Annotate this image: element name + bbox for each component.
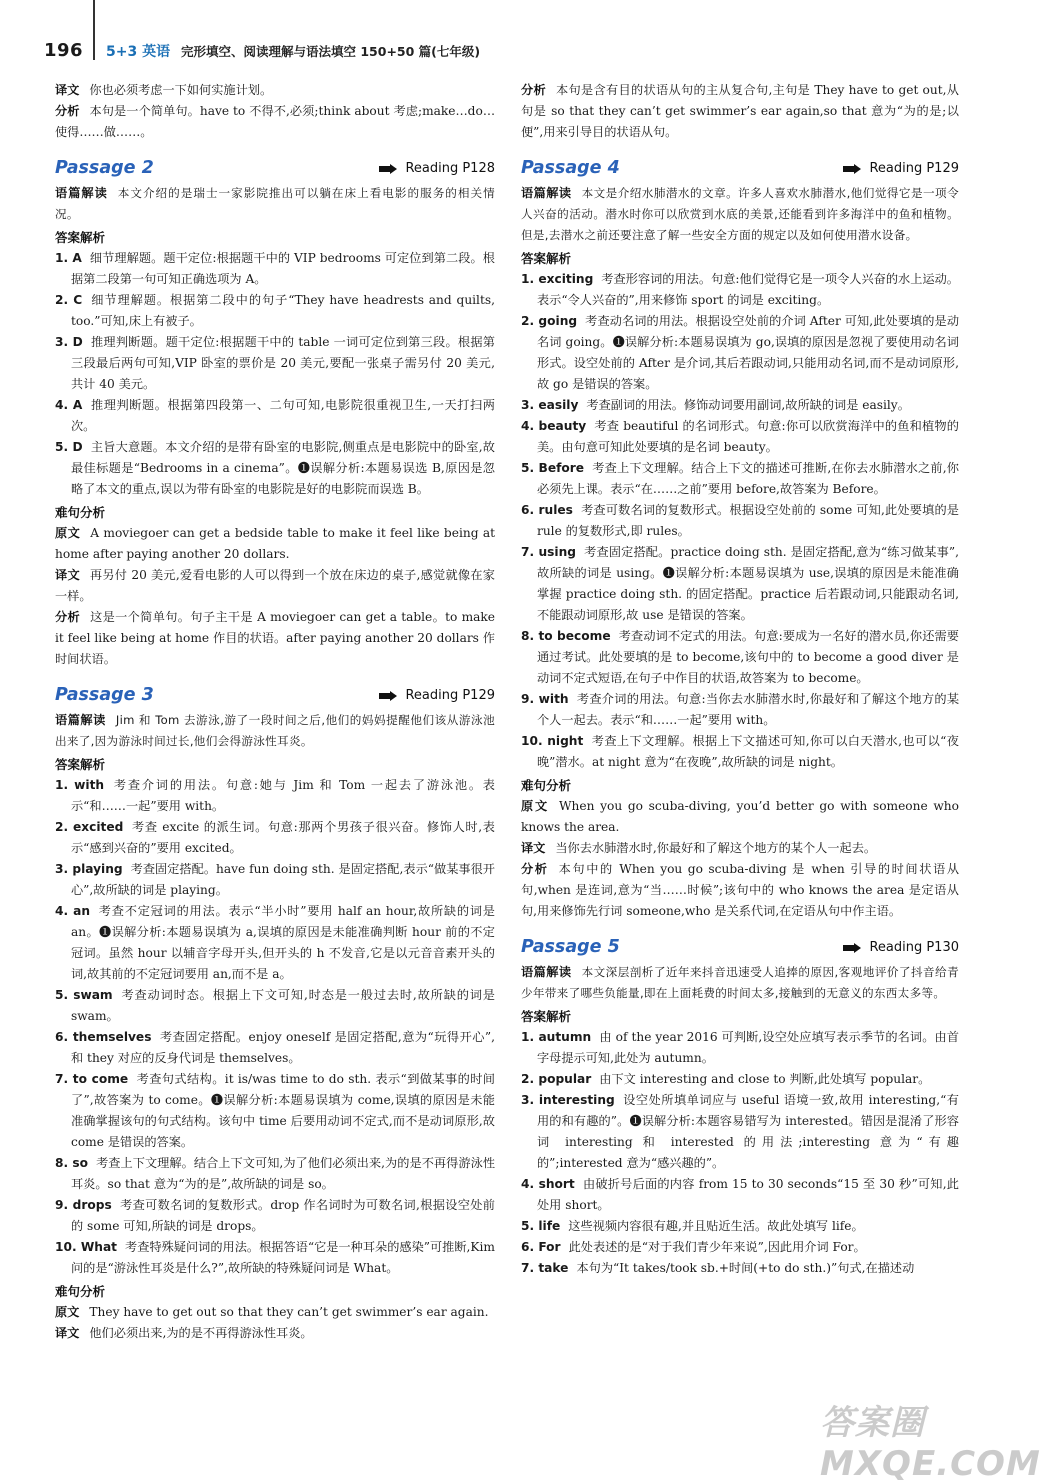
passage-title: Passage 2 xyxy=(55,158,154,178)
answer-item: 4. beauty 考查 beautiful 的名词形式。句意:你可以欣赏海洋中的鱼和植物的美。由句意可知此处要填的是名词 beauty。 xyxy=(521,419,959,454)
hand-pointer-icon xyxy=(842,942,862,954)
hand-pointer-icon xyxy=(378,163,398,175)
sentence-translation: 译文 他们必须出来,为的是不再得游泳性耳炎。 xyxy=(55,1326,313,1340)
passage-2-heading xyxy=(55,157,495,179)
answers-heading: 答案解析 xyxy=(521,251,572,266)
answer-item: 9. with 考查介词的用法。句意:当你去水肺潜水时,你最好和了解这个地方的某个人一起去。表示“和……一起”要用 with。 xyxy=(521,692,960,727)
sentence-translation: 译文 再另付 20 美元,爱看电影的人可以得到一个放在床边的桌子,感觉就像在家一样。 xyxy=(55,568,495,603)
answer-item: 6. rules 考查可数名词的复数形式。根据设空处前的 some 可知,此处要填的是 rule 的复数形式,即 rules。 xyxy=(521,503,959,538)
answer-item: 9. drops 考查可数名词的复数形式。drop 作名词时为可数名词,根据设空处前的 some 可知,所缺的词是 drops。 xyxy=(55,1198,495,1233)
reading-ref: Reading P128 xyxy=(378,158,495,179)
book-title: 完形填空、阅读理解与语法填空 150+50 篇(七年级) xyxy=(181,44,481,59)
passage-intro: 语篇解读 Jim 和 Tom 去游泳,游了一段时间之后,他们的妈妈提醒他们该从游泳池出来了,因为游泳时间过长,他们会得游泳性耳炎。 xyxy=(55,713,495,748)
sentence-analysis: 分析 这是一个简单句。句子主干是 A moviegoer can get a table。to make it feel like being at home 作目的状语。after paying another 20 dollars 作时间状语。 xyxy=(55,610,496,666)
answer-item: 1. autumn 由 of the year 2016 可判断,设空处应填写表示季节的名词。由首字母提示可知,此处为 autumn。 xyxy=(521,1030,959,1065)
answer-item: 1. with 考查介词的用法。句意:她与 Jim 和 Tom 一起去了游泳池。表示“和……一起”要用 with。 xyxy=(55,778,495,813)
answer-item: 6. themselves 考查固定搭配。enjoy oneself 是固定搭配,意为“玩得开心”,和 they 对应的反身代词是 themselves。 xyxy=(55,1030,496,1065)
page-header xyxy=(0,0,1000,60)
passage-title: Passage 3 xyxy=(55,685,154,705)
answer-item: 1. A 细节理解题。题干定位:根据题干中的 VIP bedrooms 可定位到第二段。根据第二段第一句可知正确选项为 A。 xyxy=(55,251,495,286)
answer-item: 2. excited 考查 excite 的派生词。句意:那两个男孩子很兴奋。修饰人时,表示“感到兴奋的”要用 excited。 xyxy=(55,820,495,855)
original-sentence: 原文 They have to get out so that they can’t get swimmer’s ear again. xyxy=(55,1305,489,1319)
hard-sentence-heading: 难句分析 xyxy=(55,505,106,520)
answer-item: 10. What 考查特殊疑问词的用法。根据答语“它是一种耳朵的感染”可推断,Kim 问的是“游泳性耳炎是什么?”,故所缺的特殊疑问词是 What。 xyxy=(55,1240,495,1275)
answer-list xyxy=(521,1027,959,1279)
original-sentence: 原文 A moviegoer can get a bedside table to make it feel like being at home after paying another 20 dollars. xyxy=(55,526,495,561)
hard-sentence-heading: 难句分析 xyxy=(55,1284,106,1299)
passage-4-heading xyxy=(521,157,959,179)
left-column xyxy=(55,80,495,1344)
reading-ref: Reading P129 xyxy=(842,158,959,179)
page-number: 196 xyxy=(44,40,84,61)
top-translation: 译文 你也必须考虑一下如何实施计划。 xyxy=(55,83,273,97)
answer-item: 2. popular 由下文 interesting and close to 判断,此处填写 popular。 xyxy=(521,1072,931,1086)
watermark: 答案圈 MXQE.COM xyxy=(820,1403,1041,1484)
sentence-analysis: 分析 本句中的 When you go scuba-diving 是 when 引导的时间状语从句,when 是连词,意为“当……时候”;该句中的 who knows the area 是定语从句,用来修饰先行词 someone,who 是关系代词,在定语从句中作主语。 xyxy=(521,862,960,918)
answer-item: 4. A 推理判断题。根据第四段第一、二句可知,电影院很重视卫生,一天打扫两次。 xyxy=(55,398,495,433)
answer-item: 6. For 此处表述的是“对于我们青少年来说”,因此用介词 For。 xyxy=(521,1240,866,1254)
passage-intro: 语篇解读 本文是介绍水肺潜水的文章。许多人喜欢水肺潜水,他们觉得它是一项令人兴奋的活动。潜水时你可以欣赏到水底的美景,还能看到许多海洋中的鱼和植物。但是,去潜水之前还要注意了解一些安全方面的规定以及如何使用潜水设备。 xyxy=(521,186,959,242)
answer-item: 1. exciting 考查形容词的用法。句意:他们觉得它是一项令人兴奋的水上运动。表示“令人兴奋的”,用来修饰 sport 的词是 exciting。 xyxy=(521,272,959,307)
answers-heading: 答案解析 xyxy=(55,230,106,245)
passage-5-heading xyxy=(521,936,959,958)
passage-intro: 语篇解读 本文深层剖析了近年来抖音迅速受人追捧的原因,客观地评价了抖音给青少年带来了哪些负能量,即在上面耗费的时间太多,接触到的无意义的东西太多等。 xyxy=(521,965,959,1000)
answer-item: 3. easily 考查副词的用法。修饰动词要用副词,故所缺的词是 easily。 xyxy=(521,398,910,412)
top-analysis: 分析 本句是含有目的状语从句的主从复合句,主句是 They have to get out,从句是 so that they can’t get swimmer’s ear again,so that 意为“为的是;以便”,用来引导目的状语从句。 xyxy=(521,83,959,139)
original-sentence: 原文 When you go scuba-diving, you’d better go with someone who knows the area. xyxy=(521,799,959,834)
answer-item: 4. short 由破折号后面的内容 from 15 to 30 seconds“15 至 30 秒”可知,此处用 short。 xyxy=(521,1177,959,1212)
passage-title: Passage 5 xyxy=(521,937,620,957)
answer-item: 3. interesting 设空处所填单词应与 useful 语境一致,故用 interesting,“有用的和有趣的”。❶误解分析:本题容易错写为 interested。错因是混淆了形容词 interesting 和 interested 的用法;interesting 意为“有趣的”;interested 意为“感兴趣的”。 xyxy=(521,1093,959,1170)
hand-pointer-icon xyxy=(842,163,862,175)
answers-heading: 答案解析 xyxy=(521,1009,572,1024)
sentence-translation: 译文 当你去水肺潜水时,你最好和了解这个地方的某个人一起去。 xyxy=(521,841,877,855)
right-column xyxy=(521,80,959,1279)
answer-item: 7. to come 考查句式结构。it is/was time to do sth. 表示“到做某事的时间了”,故答案为 to come。❶误解分析:本题易误填为 come,误填的原因是未能准确掌握该句的句式结构。该句中 time 后要用动词不定式,而不是动词原形,故 come 是错误的答案。 xyxy=(55,1072,495,1149)
answer-item: 3. playing 考查固定搭配。have fun doing sth. 是固定搭配,表示“做某事很开心”,故所缺的词是 playing。 xyxy=(55,862,495,897)
reading-ref: Reading P130 xyxy=(842,937,959,958)
answer-item: 8. to become 考查动词不定式的用法。句意:要成为一名好的潜水员,你还需要通过考试。此处要填的是 to become,该句中的 to become a good diver 是动词不定式短语,在句子中作目的状语,故答案为 to become。 xyxy=(521,629,959,685)
answer-list xyxy=(55,775,495,1279)
answer-item: 7. take 本句为“It takes/took sb.+时间(+to do sth.)”句式,在描述动 xyxy=(521,1261,915,1275)
answer-list xyxy=(55,248,495,500)
answer-item: 5. life 这些视频内容很有趣,并且贴近生活。故此处填写 life。 xyxy=(521,1219,864,1233)
hard-sentence-heading: 难句分析 xyxy=(521,778,572,793)
answer-item: 2. C 细节理解题。根据第二段中的句子“They have headrests and quilts, too.”可知,床上有被子。 xyxy=(55,293,495,328)
answer-item: 5. Before 考查上下文理解。结合上下文的描述可推断,在你去水肺潜水之前,你必须先上课。表示“在……之前”要用 before,故答案为 Before。 xyxy=(521,461,959,496)
passage-3-heading xyxy=(55,684,495,706)
answer-item: 3. D 推理判断题。题干定位:根据题干中的 table 一词可定位到第三段。根据第三段最后两句可知,VIP 卧室的票价是 20 美元,要配一张桌子需另付 20 美元,共计 40 美元。 xyxy=(55,335,495,391)
answer-item: 5. D 主旨大意题。本文介绍的是带有卧室的电影院,侧重点是电影院中的卧室,故最佳标题是“Bedrooms in a cinema”。❶误解分析:本题易误选 B,原因是忽略了本文的重点,误以为带有卧室的电影院是好的电影院而误选 B。 xyxy=(55,440,495,496)
top-analysis: 分析 本句是一个简单句。have to 不得不,必须;think about 考虑;make…do…使得……做……。 xyxy=(55,104,496,139)
brand-name: 5+3 英语 xyxy=(106,44,171,60)
passage-intro: 语篇解读 本文介绍的是瑞士一家影院推出可以躺在床上看电影的服务的相关情况。 xyxy=(55,186,495,221)
answer-item: 2. going 考查动名词的用法。根据设空处前的介词 After 可知,此处要填的是动名词 going。❶误解分析:本题易误填为 go,误填的原因是忽视了要使用动名词形式。设空处前的 After 是介词,其后若跟动词,只能用动名词,而不是动词原形,故 go 是错误的答案。 xyxy=(521,314,960,391)
answer-item: 7. using 考查固定搭配。practice doing sth. 是固定搭配,意为“练习做某事”,故所缺的词是 using。❶误解分析:本题易误填为 use,误填的原因是未能准确掌握 practice doing sth. 的固定搭配。practice 后若跟动词,只能跟动名词,不能跟动词原形,故 use 是错误的答案。 xyxy=(521,545,959,622)
answers-heading: 答案解析 xyxy=(55,757,106,772)
answer-item: 10. night 考查上下文理解。根据上下文描述可知,你可以白天潜水,也可以“夜晚”潜水。at night 意为“在夜晚”,故所缺的词是 night。 xyxy=(521,734,959,769)
hand-pointer-icon xyxy=(378,690,398,702)
reading-ref: Reading P129 xyxy=(378,685,495,706)
answer-item: 8. so 考查上下文理解。结合上下文可知,为了他们必须出来,为的是不再得游泳性耳炎。so that 意为“为的是”,故所缺的词是 so。 xyxy=(55,1156,496,1191)
header-divider xyxy=(93,0,95,60)
answer-item: 5. swam 考查动词时态。根据上下文可知,时态是一般过去时,故所缺的词是 swam。 xyxy=(55,988,495,1023)
answer-item: 4. an 考查不定冠词的用法。表示“半小时”要用 half an hour,故所缺的词是 an。❶误解分析:本题易误填为 a,误填的原因是未能准确判断 hour 前的不定冠词。虽然 hour 以辅音字母开头,但开头的 h 不发音,它是以元音音素开头的词,故其前的不定冠词要用 an,而不是 a。 xyxy=(55,904,495,981)
answer-list xyxy=(521,269,959,773)
passage-title: Passage 4 xyxy=(521,158,620,178)
